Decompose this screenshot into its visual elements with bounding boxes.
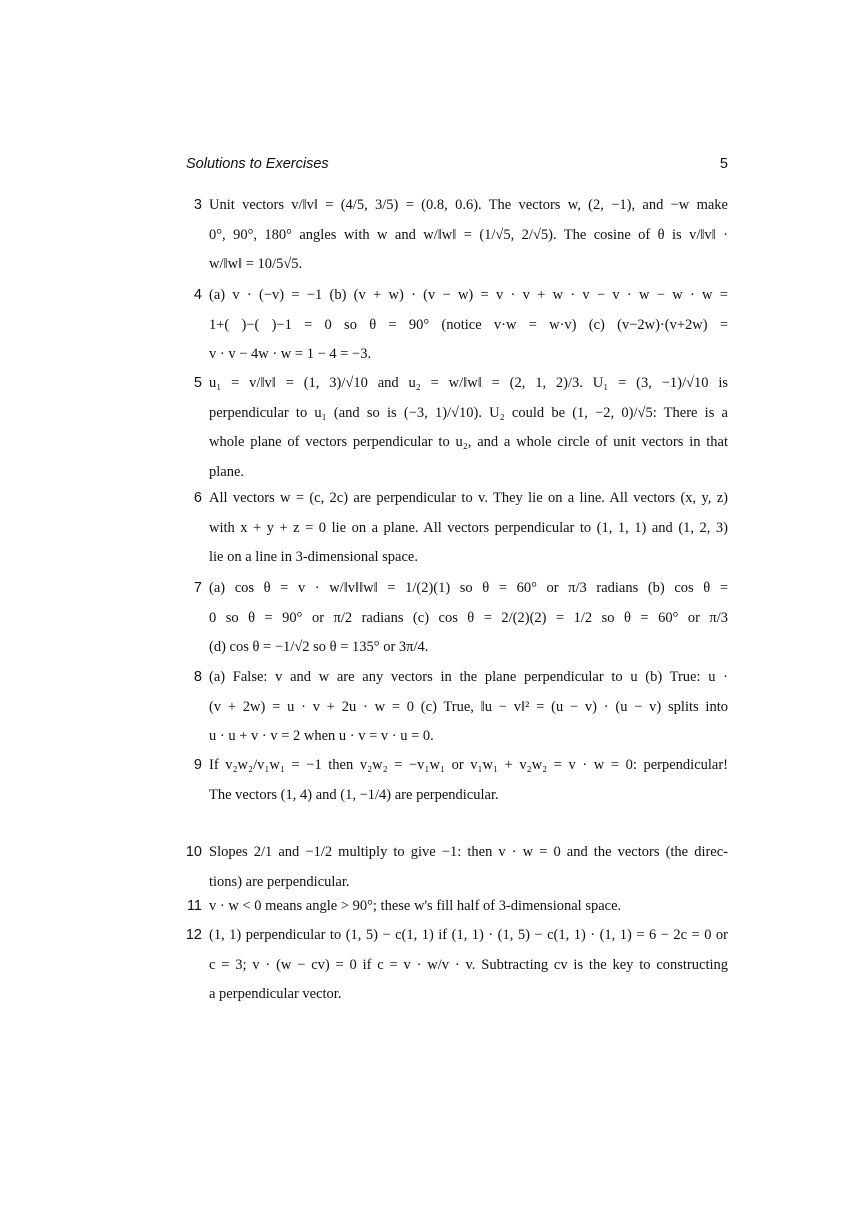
exercise-number: 10 xyxy=(185,844,202,860)
solution-text-line: All vectors w = (c, 2c) are perpendicular to v. They lie on a line. All vectors (x, y, z) xyxy=(209,490,728,506)
solution-text-line: v · w < 0 means angle > 90°; these w's fill half of 3-dimensional space. xyxy=(209,898,622,914)
page-number: 5 xyxy=(719,156,728,172)
solution-text-line: plane. xyxy=(209,463,245,480)
exercise-number: 12 xyxy=(185,927,202,943)
solution-text-line: If v₂w₂/v₁w₁ = −1 then v₂w₂ = −v₁w₁ or v₁w₁ + v₂w₂ = v · w = 0: perpendicular! xyxy=(209,757,728,773)
solution-text-line: (d) cos θ = −1/√2 so θ = 135° or 3π/4. xyxy=(209,639,429,655)
solution-text-line: w/‖w‖ = 10/5√5. xyxy=(209,256,303,272)
solution-text-line: lie on a line in 3-dimensional space. xyxy=(209,549,418,565)
solution-text-line: Slopes 2/1 and −1/2 multiply to give −1: then v · w = 0 and the vectors (the direc- xyxy=(209,844,728,860)
solution-text-line: a perpendicular vector. xyxy=(209,986,342,1002)
solution-text-line: 1+( )−( )−1 = 0 so θ = 90° (notice v·w = w·v) (c) (v−2w)·(v+2w) = xyxy=(209,316,728,333)
solution-text-line: (v + 2w) = u · v + 2u · w = 0 (c) True, ‖u − v‖² = (u − v) · (u − v) splits into xyxy=(209,698,728,715)
solution-text-line: c = 3; v · (w − cv) = 0 if c = v · w/v · v. Subtracting cv is the key to constructing xyxy=(209,956,728,973)
exercise-number: 4 xyxy=(193,287,202,303)
solution-text-line: (1, 1) perpendicular to (1, 5) − c(1, 1) if (1, 1) · (1, 5) − c(1, 1) · (1, 1) = 6 − 2c = 0 or xyxy=(209,927,728,943)
solution-text-line: whole plane of vectors perpendicular to u₂, and a whole circle of unit vectors in that xyxy=(209,434,728,450)
exercise-number: 7 xyxy=(193,580,202,596)
solution-text-line: The vectors (1, 4) and (1, −1/4) are perpendicular. xyxy=(209,786,499,803)
exercise-number: 6 xyxy=(193,490,202,506)
solution-text-line: with x + y + z = 0 lie on a plane. All vectors perpendicular to (1, 1, 1) and (1, 2, 3) xyxy=(209,519,728,536)
exercise-number: 3 xyxy=(193,197,202,213)
solution-text-line: v · v − 4w · w = 1 − 4 = −3. xyxy=(209,346,372,362)
solution-text-line: 0°, 90°, 180° angles with w and w/‖w‖ = (1/√5, 2/√5). The cosine of θ is v/‖v‖ · xyxy=(209,226,728,243)
solution-text-line: (a) v · (−v) = −1 (b) (v + w) · (v − w) = v · v + w · v − v · w − w · w = xyxy=(209,287,728,303)
exercise-number: 9 xyxy=(193,757,202,773)
solution-text-line: (a) cos θ = v · w/‖v‖‖w‖ = 1/(2)(1) so θ = 60° or π/3 radians (b) cos θ = xyxy=(209,580,728,596)
exercise-number: 8 xyxy=(193,669,202,685)
running-head: Solutions to Exercises xyxy=(186,156,329,172)
solution-text-line: perpendicular to u₁ (and so is (−3, 1)/√10). U₂ could be (1, −2, 0)/√5: There is a xyxy=(209,404,728,421)
solution-text-line: (a) False: v and w are any vectors in the plane perpendicular to u (b) True: u · xyxy=(209,669,728,685)
page-header xyxy=(186,156,728,176)
exercise-number: 5 xyxy=(193,375,202,391)
solution-text-line: u · u + v · v = 2 when u · v = v · u = 0. xyxy=(209,728,434,744)
solution-text-line: 0 so θ = 90° or π/2 radians (c) cos θ = 2/(2)(2) = 1/2 so θ = 60° or π/3 xyxy=(209,609,728,626)
solution-text-line: Unit vectors v/‖v‖ = (4/5, 3/5) = (0.8, 0.6). The vectors w, (2, −1), and −w make xyxy=(209,197,728,213)
exercise-number: 11 xyxy=(186,898,202,914)
solution-text-line: u₁ = v/‖v‖ = (1, 3)/√10 and u₂ = w/‖w‖ = (2, 1, 2)/3. U₁ = (3, −1)/√10 is xyxy=(209,375,728,391)
solution-text-line: tions) are perpendicular. xyxy=(209,873,350,890)
